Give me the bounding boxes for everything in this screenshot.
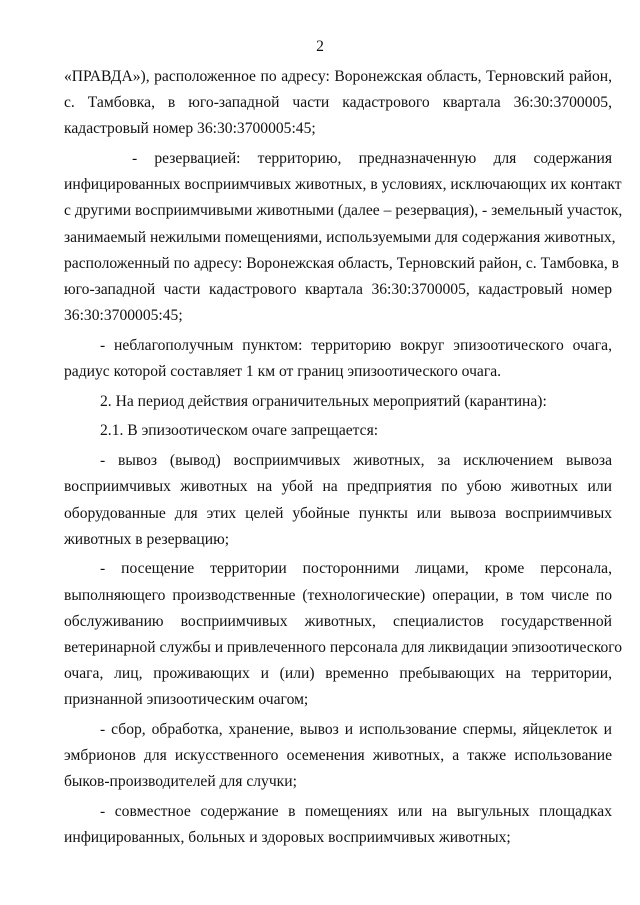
text-line: быков-производителей для случки;	[64, 773, 297, 791]
paragraph	[64, 333, 612, 385]
text-line: 2.1. В эпизоотическом очаге запрещается:	[100, 422, 379, 440]
text-line: эмбрионов для искусственного осеменения животных, а также использование	[64, 747, 612, 765]
text-line: юго-западной части кадастрового квартала 36:30:3700005, кадастровый номер	[64, 281, 612, 298]
text-line: выполняющего производственные (технологические) операции, в том числе по	[64, 586, 612, 604]
text-line: - неблагополучным пунктом: территорию вокруг эпизоотического очага,	[100, 336, 612, 354]
text-line: признанной эпизоотическим очагом;	[64, 691, 309, 709]
text-line: очага, лиц, проживающих и (или) временно пребывающих на территории,	[64, 665, 612, 683]
paragraph	[64, 146, 623, 329]
text-line: инфицированных, больных и здоровых восприимчивых животных;	[64, 829, 511, 847]
text-line: - посещение территории посторонними лицами, кроме персонала,	[100, 560, 612, 578]
document-body	[64, 64, 623, 851]
text-line: - резервацией: территорию, предназначенную для содержания	[132, 150, 612, 168]
text-line: - совместное содержание в помещениях или на выгульных площадках	[100, 803, 612, 821]
text-line: кадастровый номер 36:30:3700005:45;	[64, 120, 316, 138]
text-line: радиус которой составляет 1 км от границ эпизоотического очага.	[64, 363, 502, 381]
text-line: - вывоз (вывод) восприимчивых животных, за исключением вывоза	[100, 452, 612, 470]
text-line: ветеринарной службы и привлеченного персонала для ликвидации эпизоотического	[64, 638, 623, 656]
paragraph	[64, 799, 612, 851]
text-line: животных в резервацию;	[64, 530, 230, 548]
text-line: с. Тамбовка, в юго-западной части кадастрового квартала 36:30:3700005,	[64, 94, 612, 112]
paragraph	[64, 717, 612, 796]
paragraph	[64, 556, 623, 713]
text-line: 2. На период действия ограничительных мероприятий (карантина):	[100, 392, 547, 410]
text-line: 36:30:3700005:45;	[64, 307, 183, 325]
text-line: восприимчивых животных на убой на предприятия по убою животных или	[64, 478, 612, 496]
text-line: обслуживанию восприимчивых животных, специалистов государственной	[64, 612, 612, 630]
paragraph	[64, 389, 612, 415]
text-line: оборудованные для этих целей убойные пункты или вывоза восприимчивых	[64, 504, 612, 522]
text-line: инфицированных восприимчивых животных, в условиях, исключающих их контакт	[64, 176, 622, 194]
text-line: с другими восприимчивыми животными (далее – резервация), - земельный участок,	[64, 202, 623, 220]
text-line: - сбор, обработка, хранение, вывоз и использование спермы, яйцеклеток и	[100, 721, 612, 738]
paragraph	[64, 448, 612, 553]
text-line: занимаемый нежилыми помещениями, используемыми для содержания животных,	[64, 228, 616, 246]
paragraph	[64, 64, 612, 143]
text-line: расположенный по адресу: Воронежская область, Терновский район, с. Тамбовка, в	[64, 254, 620, 272]
paragraph	[64, 418, 612, 444]
text-line: «ПРАВДА»), расположенное по адресу: Воронежская область, Терновский район,	[64, 68, 612, 85]
page-number: 2	[316, 38, 324, 55]
